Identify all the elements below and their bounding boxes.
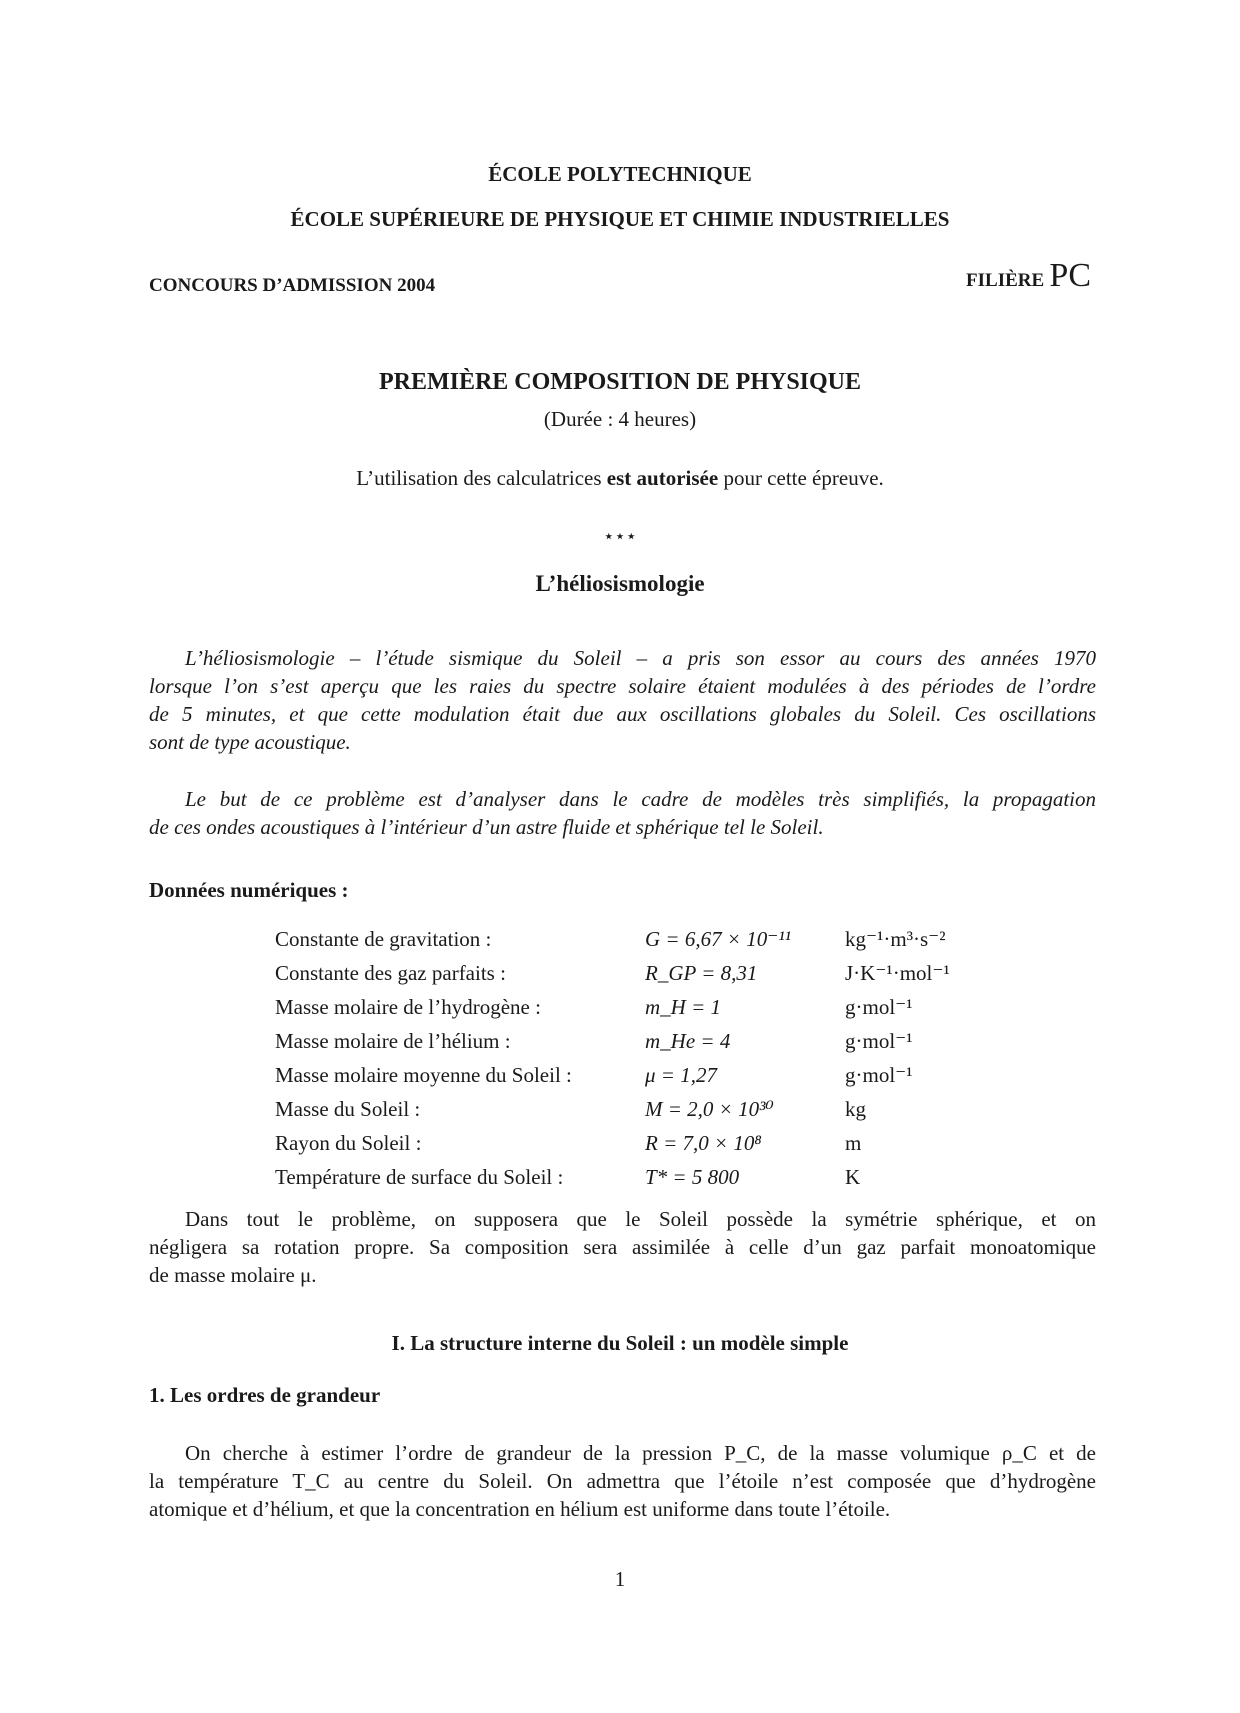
exam-title: PREMIÈRE COMPOSITION DE PHYSIQUE (378, 369, 862, 395)
constant-unit: J·K⁻¹·mol⁻¹ (845, 961, 950, 985)
intro-p1-line: sont de type acoustique. (149, 730, 351, 754)
page-number: 1 (614, 1567, 626, 1591)
data-heading: Données numériques : (149, 878, 349, 902)
constant-value: μ = 1,27 (645, 1063, 717, 1087)
constant-label: Température de surface du Soleil : (275, 1165, 564, 1189)
intro-p1-line: L’héliosismologie – l’étude sismique du Soleil – a pris son essor au cours des années 1970 (185, 646, 1096, 670)
constant-unit: g·mol⁻¹ (845, 1029, 913, 1053)
topic-title: L’héliosismologie (535, 571, 705, 596)
table-row (275, 925, 950, 959)
constant-unit: g·mol⁻¹ (845, 1063, 913, 1087)
constant-label: Masse du Soleil : (275, 1097, 421, 1121)
intro-p1-line: lorsque l’on s’est aperçu que les raies du spectre solaire étaient modulées à des périodes de l’ordre (149, 674, 1096, 698)
section-1-line: On cherche à estimer l’ordre de grandeur de la pression P_C, de la masse volumique ρ_C et de (185, 1441, 1096, 1465)
constant-label: Constante des gaz parfaits : (275, 961, 506, 985)
calc-text-bold: est autorisée (606, 466, 719, 490)
intro-paragraph-1 (149, 644, 1096, 756)
calc-text-after: pour cette épreuve. (718, 466, 884, 490)
section-1-heading: 1. Les ordres de grandeur (149, 1383, 381, 1407)
table-row (275, 993, 950, 1027)
constant-unit: m (845, 1131, 862, 1155)
constant-value: R = 7,0 × 10⁸ (645, 1131, 762, 1155)
separator-stars: ⋆⋆⋆ (603, 526, 637, 546)
section-1-line: la température T_C au centre du Soleil. On admettra que l’étoile n’est composée que d’hydrogène (149, 1469, 1096, 1493)
table-row (275, 1061, 950, 1095)
constant-unit: K (845, 1165, 861, 1189)
constant-label: Masse molaire moyenne du Soleil : (275, 1063, 572, 1087)
constant-value: m_H = 1 (645, 995, 722, 1019)
table-row (275, 1129, 950, 1163)
constant-value: m_He = 4 (645, 1029, 731, 1053)
section-1-line: atomique et d’hélium, et que la concentration en hélium est uniforme dans toute l’étoile. (149, 1497, 891, 1521)
concours-label: CONCOURS D’ADMISSION 2004 (149, 275, 436, 296)
table-row (275, 1163, 950, 1197)
constant-value: G = 6,67 × 10⁻¹¹ (645, 927, 791, 951)
constant-label: Constante de gravitation : (275, 927, 492, 951)
table-row (275, 1027, 950, 1061)
intro-p2-line: de ces ondes acoustiques à l’intérieur d’un astre fluide et sphérique tel le Soleil. (149, 815, 824, 839)
exam-duration: (Durée : 4 heures) (543, 407, 697, 431)
hypotheses-line: de masse molaire μ. (149, 1263, 317, 1287)
constant-unit: kg⁻¹·m³·s⁻² (845, 927, 946, 951)
section-1-paragraph (149, 1439, 1096, 1523)
hypotheses-line: Dans tout le problème, on supposera que le Soleil possède la symétrie sphérique, et on (185, 1207, 1096, 1231)
constant-unit: g·mol⁻¹ (845, 995, 913, 1019)
hypotheses-line: négligera sa rotation propre. Sa composition sera assimilée à celle d’un gaz parfait monoatomique (149, 1235, 1096, 1259)
part-1-title: I. La structure interne du Soleil : un modèle simple (391, 1331, 849, 1355)
filiere-label: FILIÈRE (966, 270, 1045, 291)
filiere (966, 257, 1091, 295)
constants-table (275, 925, 950, 1197)
intro-paragraph-2 (149, 785, 1096, 841)
constant-label: Rayon du Soleil : (275, 1131, 422, 1155)
intro-p1-line: de 5 minutes, et que cette modulation était due aux oscillations globales du Soleil. Ces oscillations (149, 702, 1096, 726)
hypotheses-paragraph (149, 1205, 1096, 1289)
calc-text-before: L’utilisation des calculatrices (356, 466, 607, 490)
intro-p2-line: Le but de ce problème est d’analyser dans le cadre de modèles très simplifiés, la propagation (185, 787, 1096, 811)
school-name-1: ÉCOLE POLYTECHNIQUE (488, 162, 752, 186)
calculator-notice (0, 464, 1240, 492)
constant-value: T* = 5 800 (645, 1165, 740, 1189)
table-row (275, 1095, 950, 1129)
constant-value: R_GP = 8,31 (645, 961, 758, 985)
constant-unit: kg (845, 1097, 866, 1121)
constant-label: Masse molaire de l’hydrogène : (275, 995, 541, 1019)
school-name-2: ÉCOLE SUPÉRIEURE DE PHYSIQUE ET CHIMIE INDUSTRIELLES (290, 207, 950, 231)
constant-value: M = 2,0 × 10³⁰ (645, 1097, 774, 1121)
filiere-value: PC (1049, 257, 1091, 294)
table-row (275, 959, 950, 993)
constant-label: Masse molaire de l’hélium : (275, 1029, 511, 1053)
